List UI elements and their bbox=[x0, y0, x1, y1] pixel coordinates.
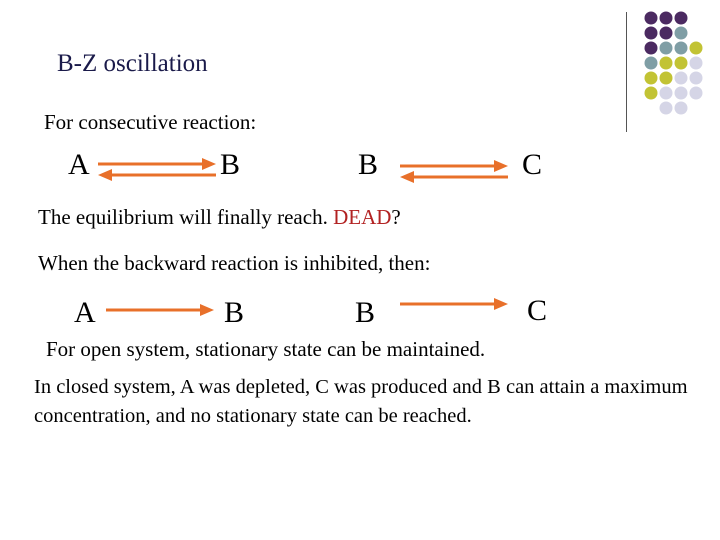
reaction1-a: A bbox=[68, 148, 90, 181]
decorative-dot bbox=[645, 57, 658, 70]
decorative-dot bbox=[690, 57, 703, 70]
forward-arrow-ab bbox=[106, 303, 216, 317]
decorative-dot bbox=[645, 12, 658, 25]
decorative-dot bbox=[660, 12, 673, 25]
equilibrium-statement bbox=[38, 205, 401, 230]
slide-title: B-Z oscillation bbox=[57, 50, 208, 77]
decorative-dot bbox=[675, 87, 688, 100]
reaction2-b2: B bbox=[355, 296, 376, 329]
open-system-statement: For open system, stationary state can be maintained. bbox=[46, 337, 486, 361]
decorative-dot bbox=[675, 102, 688, 115]
closed-system-paragraph: In closed system, A was depleted, C was produced and B can attain a maximum concentration, and no stationary state can be reached. bbox=[34, 376, 688, 427]
reaction2-b1: B bbox=[224, 296, 245, 329]
decorative-dot bbox=[660, 42, 673, 55]
equilibrium-arrow-bc bbox=[400, 160, 510, 184]
reaction1-c: C bbox=[522, 148, 543, 181]
reaction1-b1: B bbox=[220, 148, 241, 181]
forward-arrow-bc bbox=[400, 297, 510, 311]
dead-highlight: DEAD bbox=[333, 205, 392, 229]
decorative-dot bbox=[645, 27, 658, 40]
decorative-dot bbox=[675, 27, 688, 40]
backward-inhibited-label: When the backward reaction is inhibited, then: bbox=[38, 251, 431, 275]
decorative-dot bbox=[675, 42, 688, 55]
decorative-dot bbox=[675, 12, 688, 25]
equilibrium-arrow-ab bbox=[98, 158, 218, 182]
decorative-dot-grid bbox=[632, 10, 712, 130]
consecutive-reaction-label: For consecutive reaction: bbox=[44, 110, 257, 134]
decorative-divider bbox=[626, 12, 627, 132]
decorative-dot bbox=[660, 27, 673, 40]
decorative-dot bbox=[645, 42, 658, 55]
reaction2-a: A bbox=[74, 296, 96, 329]
equilibrium-text: The equilibrium will finally reach. bbox=[38, 205, 334, 229]
decorative-dot bbox=[690, 87, 703, 100]
decorative-dot bbox=[690, 72, 703, 85]
decorative-dot bbox=[660, 72, 673, 85]
question-mark: ? bbox=[391, 205, 401, 229]
reaction2-c: C bbox=[527, 294, 548, 327]
decorative-dot bbox=[675, 57, 688, 70]
decorative-dot bbox=[645, 72, 658, 85]
decorative-dot bbox=[690, 42, 703, 55]
reaction1-b2: B bbox=[358, 148, 379, 181]
decorative-dot bbox=[660, 57, 673, 70]
decorative-dot bbox=[660, 102, 673, 115]
decorative-dot bbox=[675, 72, 688, 85]
decorative-dot bbox=[645, 87, 658, 100]
decorative-dot bbox=[660, 87, 673, 100]
